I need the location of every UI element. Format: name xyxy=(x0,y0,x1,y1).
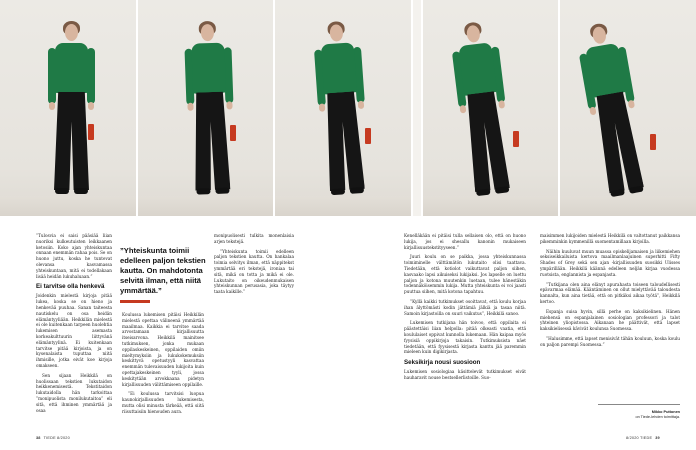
photo-4 xyxy=(423,0,559,216)
woman-figure xyxy=(52,16,92,206)
text-column-4 xyxy=(540,233,680,352)
page-number-right: 39 xyxy=(655,436,660,440)
text-column-2 xyxy=(122,312,204,419)
body-paragraph: ”Tutkijana olen aina elänyt apurahasta toiseen taloudellisesti epävarmaa elämää. Kääntäminen on ollut mielyttävää taloudesta kannalta, kun aina tietää, että on pitkäksi aikaa työtä”, Heikkilä kertoo. xyxy=(540,281,680,304)
body-paragraph: Juuri koulu on se paikka, jossa yhteiskunnassa toimiminelle välttämätön lukutaito olisi taattava. Tiedetään, että kotiolot vaikuttavat paljon siihen, kasvaako lapsi aikuiseksi lukijaksi. Jos lapselle on luettu paljon ja kotona muutenkin luetaan, tulee hänestäkin todennäköisemmin lukija. Mutta yhteiskunta ei voi jaasti puuttua siihen, mitä kotona tapahtuu. xyxy=(404,254,526,295)
photo-3 xyxy=(275,0,411,216)
body-paragraph: ”Kyllä kaikki tutkimukset osoittavat, että koulu korjaa ihan älyttömästi kodin jättämiä jälkiä ja tasaa niitä. Samoin kirjastoilla on suuri vaikutus”, Heikkilä sanoo. xyxy=(404,298,526,316)
photo-5 xyxy=(560,0,696,216)
body-paragraph: ”Halusimme, että lapset menisivät tähän kouluun, koska koulu on paljon parempi Suomessa.” xyxy=(540,335,680,347)
body-paragraph: ”Tulosvia ei saisi pääsiää liian nuoriksi kulkeutuisten leikkaanen ketosiin. Koko ajan yhteiskuntaa onnaan enemmän rahaa pois. Se on huono juttu, koska he tuntevat olevansa kasvamassa yhteiskuntaan, mitä ei todellakaan lisää heidän lukuhaluaan.” xyxy=(36,233,112,279)
woman-figure xyxy=(187,15,234,206)
body-paragraph: Lukemisen tutkijana hän toivoo, että oppilaita ei päästettäisi liian helpolla: pitää olkeasti vaatia, että koululaiset oppivat kunnolla lukemaan. Hän kaipaa myös fyysisiä oppikirjoja takaisin. Tutkimuksista näet tiedetään, että fyysisestä kirjasta kanttu jää paremmin mieleen kuin digikirjasta. xyxy=(404,320,526,355)
body-paragraph: Kenelläkään ei pitäisi tulla sellaisen olo, että on huono lukija, jos ei shesallu kanonin mukaiseen kirjallisuustekstityyseen.” xyxy=(404,233,526,250)
folio-left xyxy=(36,436,70,440)
magazine-issue-right: 8/2020 TIEDE xyxy=(626,436,653,440)
photo-2 xyxy=(138,0,274,216)
body-paragraph: Joidenkin mielestä kirjoja pitää lukea, koska se on hieno ja henkevää puuhaa. Sanan taiteesta nautiskelu on osa heidän elämäntyyliään. Heikkilän mielestä ei ole kuitenkaan tarpeen huolehtia lukemisen asemasta korkeakulttuurin liittyvänä elämäntyylinä. Ei kuitenkaan tarvitse pitää kirjoista, ja on kysenalaista tuputtaa niitä ihmisille, jotka eivät koe kirjoja omakseen. xyxy=(36,293,112,368)
woman-figure xyxy=(316,15,369,207)
signature-rule xyxy=(598,404,680,405)
subheading: Seksikirja nousi suosioon xyxy=(404,359,481,367)
photo-1 xyxy=(0,0,136,216)
folio-right xyxy=(626,436,660,440)
body-paragraph: ”Yhteiskunta toimii edelleen paljon tekstien kautta. On hankalaa toimia selvitys ilman, että näppitekst ymmärtää eri tekstejä, ironiaa tai sitä, mikä on totta ja mikä ei ole. Lukutaito on oikeudenmukaisen yhteiskunnan perusasia, joka täytyy taata kaikille.” xyxy=(214,248,294,295)
body-paragraph: monipuolisesti tulkita monenlaisia arjen tekstejä. xyxy=(214,233,294,244)
text-column-2b xyxy=(214,233,294,299)
photo-strip xyxy=(0,0,696,216)
body-paragraph: Espanja suisa hyvin, sillä perhe on kaksikielinen. Hänen miehensä on espanjalainen sosiologian professori ja talot yhteinen yliopistossa. Aikanaan he päättivät, että lapset kaksikielisessä kävivät koulunsa Suomessa. xyxy=(540,308,680,332)
body-paragraph: Näihin kuuluvat muun muassa opiskelijamaisen ja liikemiehen seksiseikkailuista kertova maailmanlaajuinen superhitti Fifty Shades of Grey sekä sen ajan -kirjallisuuden suosikki Ulisses ympärillään. Heikkilä käännä edelleen neljän kirjaa vuodessa ruotsista, englannista ja espanjasta. xyxy=(540,248,680,277)
body-paragraph: Koulussa lukemisen pitäisi Heikkilän mielestä opettaa välineenä ymmärtää maailmaa. Kaikkia ei tarvitse saada arvostamaan kirjallisuutta itseisarvona. Heikkilä mainitsee tutkimuksen, jonka mukaan oppilaskeskeinen, oppilaiden omiin mieltymyksiin ja lukukokemuksiin keskittyvä opetustyyli kasvattaa enemmän tulevaisuuden lukijoita kuin opettajakeskeinen tyyli, jossa keskitytään arvokkaana pidetyn kirjallisuuden välittämiseen oppilaille. xyxy=(122,312,204,387)
body-paragraph: Sen sijaan Heikkilä on huolissaan tekstien lukutaidon heikkenemisestä. Tekstitaidon lukutaidolla hän tarkoittaa ”monipuolista monilukutaitoa” eli sitä, että ihminen ymmärtää ja osaa xyxy=(36,372,112,413)
gutter xyxy=(413,0,421,216)
subheading: Ei tarvitse olla henkevä xyxy=(36,283,105,291)
text-column-3 xyxy=(404,233,526,385)
page-number-left: 38 xyxy=(36,436,41,440)
author-role: on Tiede-lehden toimittaja. xyxy=(635,415,680,419)
body-paragraph: maisimmen lukijoiden mielestä Heikkilä on valtottanut paikkansa pikemminkin kymmenillä suomentamillaan kirjoilla. xyxy=(540,233,680,244)
author-name: Mikko Puttonen xyxy=(651,410,680,414)
author-signature xyxy=(598,410,680,420)
red-book xyxy=(650,134,656,150)
pull-quote: ”Yhteiskunta toimii edelleen paljon tekstien kautta. On mahdotonta selvitä ilman, että niitä ymmärtää.” xyxy=(120,246,206,295)
quote-accent-bar xyxy=(120,300,150,303)
red-book xyxy=(513,131,519,147)
magazine-issue-left: TIEDE 8/2020 xyxy=(43,436,70,440)
body-paragraph: Lukemisen sosiologiaa käsittelevät tutkimukset eivät hauharavit nouse bestsellerlistoille. Suo- xyxy=(404,369,526,380)
red-book xyxy=(88,124,94,140)
red-book xyxy=(365,128,371,144)
woman-figure xyxy=(578,15,650,209)
woman-figure xyxy=(452,15,515,208)
body-paragraph: ”Ei koulussa tarvitsisi luopua kaunokirjallisuuden lukemisesta, mutta olisi minusta tärkeää, että siitä riisuttaisiin hienouden aura. xyxy=(122,391,204,414)
text-column-1 xyxy=(36,233,112,417)
red-book xyxy=(230,125,236,141)
